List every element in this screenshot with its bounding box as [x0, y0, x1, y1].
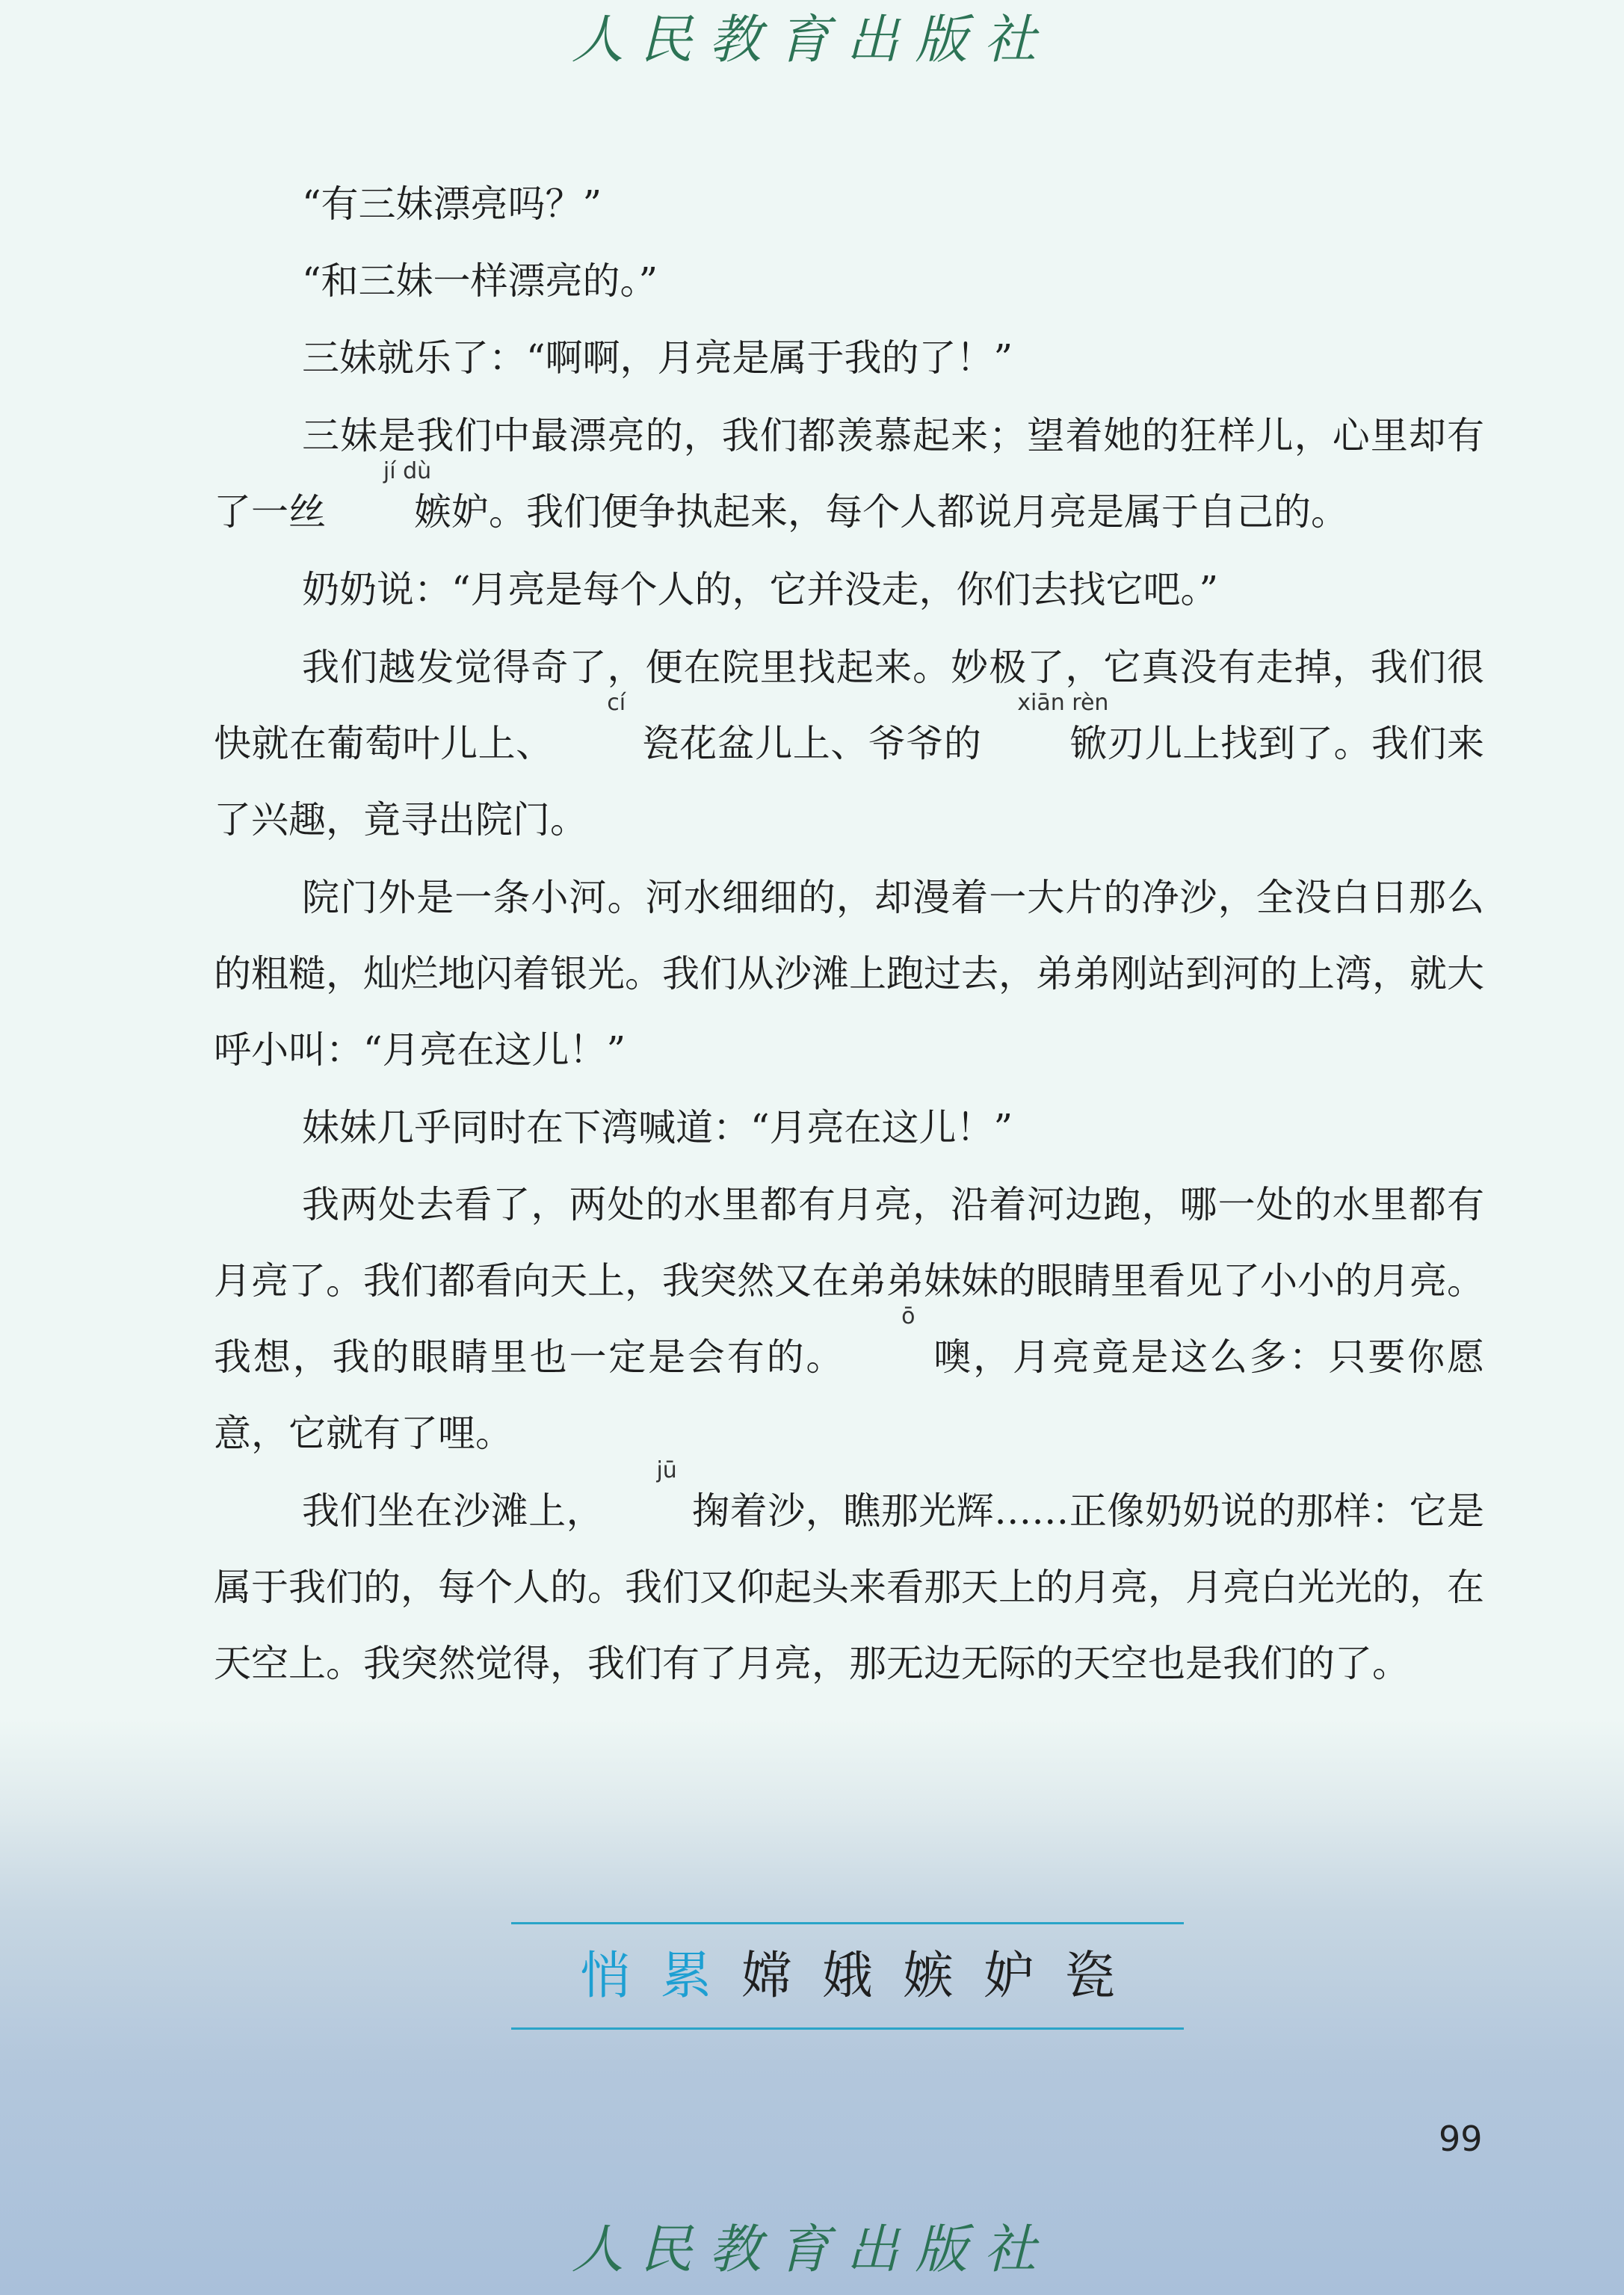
paragraph-5: [214, 552, 1484, 628]
paragraph-4: [214, 398, 1484, 550]
paragraph-text: 奶奶说：“月亮是每个人的，它并没走，你们去找它吧。”: [302, 568, 1219, 611]
publisher-watermark-bottom: 人民教育出版社: [571, 2219, 1053, 2280]
pinyin-annotation: cí: [607, 690, 626, 716]
pinyin-annotation: jí dù: [383, 458, 432, 484]
annotated-chars: 掬: [692, 1489, 730, 1533]
pinyin-annotation: ō: [901, 1303, 916, 1329]
page-number: 99: [1439, 2119, 1483, 2159]
paragraph-9: [214, 1167, 1484, 1471]
annotated-word-ci: [554, 690, 679, 782]
paragraph-7: [214, 859, 1484, 1088]
paragraph-text: “有三妹漂亮吗？”: [302, 182, 602, 226]
paragraph-text: 院门外是一条小河。河水细细的，却漫着一大片的净沙，全没白日那么的粗糙，灿烂地闪着银光。我们从沙滩上跑过去，弟弟刚站到河的上湾，就大呼小叫：“月亮在这儿！”: [214, 876, 1484, 1072]
paragraph-text: 儿上找到了。我们来了兴趣，竟寻出院门。: [214, 722, 1485, 841]
annotated-word-o: [845, 1303, 972, 1395]
annotated-chars: 嫉妒: [414, 490, 489, 534]
paragraph-text: 。我们便争执起来，每个人都说月亮是属于自己的。: [489, 490, 1348, 534]
paragraph-10: [214, 1457, 1485, 1702]
paragraph-text: 我们坐在沙滩上，: [302, 1489, 605, 1533]
vocabulary-box: [511, 1922, 1184, 2030]
paragraph-text: 着沙，瞧那光辉……正像奶奶说的那样：它是属于我们的，每个人的。我们又仰起头来看那天上的月亮，月亮白光光的，在天空上。我突然觉得，我们有了月亮，那无边无际的天空也是我们的了。: [214, 1489, 1485, 1685]
paragraph-1: [214, 166, 1484, 242]
paragraph-text: 花盆儿上、爷爷的: [679, 722, 982, 765]
paragraph-text: ，月亮竟是这么多：只要你愿意，它就有了哩。: [214, 1335, 1485, 1455]
annotated-word-ju: [604, 1457, 730, 1549]
paragraph-8: [214, 1090, 1484, 1166]
annotated-chars: 锨刃: [1069, 722, 1145, 765]
paragraph-text: 妹妹几乎同时在下湾喊道：“月亮在这儿！”: [302, 1106, 1013, 1149]
recognize-characters: 嫦娥嫉妒瓷: [741, 1947, 1146, 2006]
annotated-word-jidu: [326, 458, 489, 550]
annotated-chars: 噢: [933, 1335, 972, 1379]
paragraph-text: 我们越发觉得奇了，便在院里找起来。妙极了，它真没有走掉，我们很快就在葡萄叶儿上、: [214, 646, 1484, 765]
annotated-chars: 瓷: [641, 722, 679, 765]
paragraph-3: [214, 320, 1484, 396]
paragraph-6: [214, 629, 1484, 858]
paragraph-text: 我两处去看了，两处的水里都有月亮，沿着河边跑，哪一处的水里都有月亮了。我们都看向天上，我突然又在弟弟妹妹的眼睛里看见了小小的月亮。我想，我的眼睛里也一定是会有的。: [214, 1183, 1484, 1379]
pinyin-annotation: xiān rèn: [1017, 690, 1109, 716]
annotated-word-xianren: [981, 690, 1145, 782]
vocabulary-row: [511, 1947, 1184, 2007]
paragraph-text: “和三妹一样漂亮的。”: [302, 259, 658, 303]
publisher-watermark-top: 人民教育出版社: [571, 9, 1053, 70]
write-characters: 悄累: [579, 1947, 741, 2006]
paragraph-text: 三妹就乐了：“啊啊，月亮是属于我的了！”: [302, 336, 1013, 380]
paragraph-2: [214, 243, 1484, 319]
paragraph-text: 三妹是我们中最漂亮的，我们都羡慕起来；望着她的狂样儿，心里却有了一丝: [214, 414, 1484, 534]
pinyin-annotation: jū: [656, 1457, 677, 1483]
